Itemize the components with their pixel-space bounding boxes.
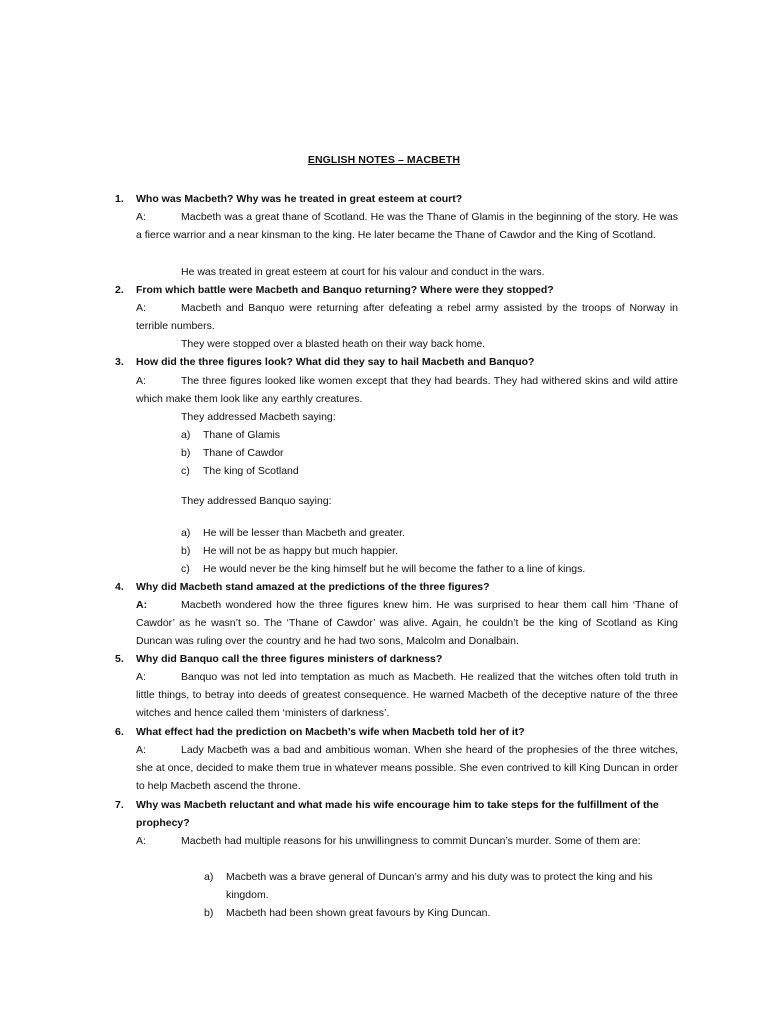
question-text: Why was Macbeth reluctant and what made his wife encourage him to take steps for the fulfillment of the prophecy?	[136, 799, 659, 829]
list-marker: a)	[181, 527, 191, 539]
list-marker: a)	[204, 871, 214, 883]
list-marker: c)	[181, 563, 190, 575]
answer-text: The three figures looked like women except that they had beards. They had withered skins and wild attire which make them look like any earthly creatures.	[136, 375, 678, 405]
answer-label: A:	[136, 671, 146, 683]
list-text: He would never be the king himself but he will become the father to a line of kings.	[203, 563, 586, 575]
list-marker: c)	[181, 465, 190, 477]
list-text: Thane of Cawdor	[203, 447, 284, 459]
answer-text: Macbeth and Banquo were returning after defeating a rebel army assisted by the troops of Norway in terrible numbers.	[136, 302, 678, 332]
question-number: 1.	[115, 193, 124, 205]
question-text: What effect had the prediction on Macbeth’s wife when Macbeth told her of it?	[136, 726, 525, 738]
list-text: He will not be as happy but much happier.	[203, 545, 398, 557]
question-text: Who was Macbeth? Why was he treated in great esteem at court?	[136, 193, 463, 205]
answer-3	[136, 372, 678, 408]
list-marker: a)	[181, 429, 191, 441]
question-number: 6.	[115, 726, 124, 738]
question-number: 3.	[115, 356, 124, 368]
macbeth-intro: They addressed Macbeth saying:	[181, 411, 336, 423]
answer-text: Lady Macbeth was a bad and ambitious woman. When she heard of the prophesies of the three witches, she at once, decided to make them true in whatever means possible. She even contrived to kill King Duncan in order to help Macbeth ascend the throne.	[136, 744, 678, 792]
answer-label: A:	[136, 835, 146, 847]
page-title: ENGLISH NOTES – MACBETH	[307, 154, 461, 166]
answer-6	[136, 741, 678, 795]
question-number: 7.	[115, 799, 124, 811]
answer-label: A:	[136, 744, 146, 756]
answer-label: A:	[136, 211, 146, 223]
answer-label: A:	[136, 302, 146, 314]
list-marker: b)	[181, 447, 191, 459]
answer-2	[136, 299, 678, 335]
answer-text: Macbeth had multiple reasons for his unwillingness to commit Duncan’s murder. Some of them are:	[181, 835, 641, 847]
list-marker: b)	[181, 545, 191, 557]
question-text: From which battle were Macbeth and Banquo returning? Where were they stopped?	[136, 284, 554, 296]
question-text: How did the three figures look? What did they say to hail Macbeth and Banquo?	[136, 356, 535, 368]
answer-text: Macbeth was a great thane of Scotland. He was the Thane of Glamis in the beginning of the story. He was a fierce warrior and a near kinsman to the king. He later became the Thane of Cawdor and the King of Scotland.	[136, 211, 678, 241]
question-number: 2.	[115, 284, 124, 296]
answer-label: A:	[136, 599, 148, 611]
answer-7	[136, 832, 678, 850]
list-text: Macbeth had been shown great favours by King Duncan.	[226, 907, 491, 919]
answer-label: A:	[136, 375, 146, 387]
question-text: Why did Banquo call the three figures ministers of darkness?	[136, 653, 443, 665]
question-text: Why did Macbeth stand amazed at the predictions of the three figures?	[136, 581, 490, 593]
banquo-intro: They addressed Banquo saying:	[181, 495, 332, 507]
answer-5	[136, 668, 678, 722]
list-marker: b)	[204, 907, 214, 919]
question-number: 4.	[115, 581, 124, 593]
list-text: Macbeth was a brave general of Duncan’s army and his duty was to protect the king and his kingdom.	[226, 871, 653, 901]
answer-text: Macbeth wondered how the three figures knew him. He was surprised to hear them call him ‘Thane of Cawdor’ as he wasn’t so. The ‘Thane of Cawdor’ was alive. Again, he couldn’t be the king of Scotland as King Duncan was ruling over the country and he had two sons, Malcolm and Donalbain.	[136, 599, 678, 647]
list-text: Thane of Glamis	[203, 429, 281, 441]
answer-2-followup: They were stopped over a blasted heath on their way back home.	[181, 338, 486, 350]
list-text: He will be lesser than Macbeth and greater.	[203, 527, 405, 539]
answer-1	[136, 208, 678, 244]
answer-1-followup: He was treated in great esteem at court for his valour and conduct in the wars.	[181, 266, 545, 278]
answer-4	[136, 596, 678, 650]
question-number: 5.	[115, 653, 124, 665]
answer-text: Banquo was not led into temptation as much as Macbeth. He realized that the witches often told truth in little things, to betray into deeds of greatest consequence. He warned Macbeth of the deceptive nature of the three witches and hence called them ‘ministers of darkness’.	[136, 671, 678, 719]
list-text: The king of Scotland	[203, 465, 299, 477]
